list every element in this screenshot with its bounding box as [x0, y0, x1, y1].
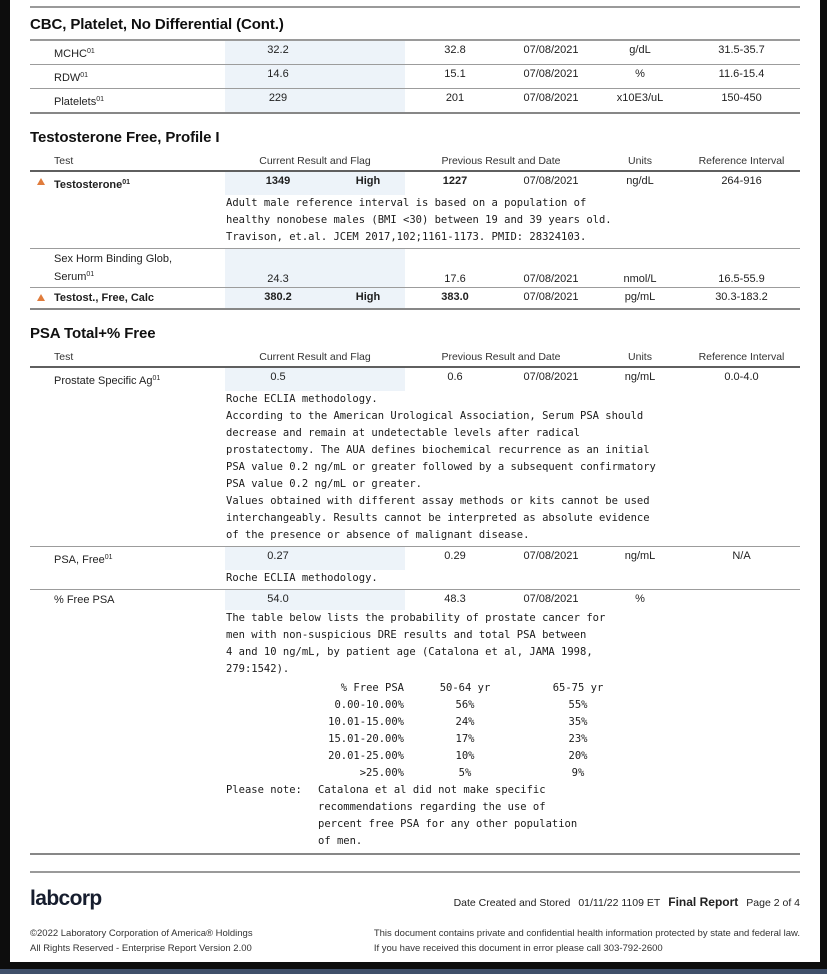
final-report-badge: Final Report	[668, 895, 739, 909]
test-name: MCHC	[54, 48, 87, 60]
section-title-testosterone: Testosterone Free, Profile I	[30, 129, 220, 146]
prob-value: 55%	[568, 699, 588, 711]
report-page	[10, 0, 820, 962]
prob-range: 20.01-25.00%	[328, 750, 404, 762]
current-value: 229	[268, 92, 288, 104]
result-date: 07/08/2021	[523, 68, 579, 80]
units-value: ng/mL	[624, 371, 656, 383]
test-name-line1: Sex Horm Binding Glob,	[54, 253, 172, 265]
footer-divider	[30, 871, 800, 873]
result-date: 07/08/2021	[523, 273, 579, 285]
result-notes	[226, 391, 800, 546]
column-header-units: Units	[628, 351, 652, 363]
row-block-free-testosterone	[30, 287, 800, 308]
report-content	[10, 6, 820, 855]
copyright-line: ©2022 Laboratory Corporation of America® Holdings	[30, 928, 253, 939]
previous-value: 15.1	[444, 68, 466, 80]
current-result-cell	[225, 368, 405, 391]
please-note-label: Please note:	[226, 784, 302, 796]
section-title-cbc: CBC, Platelet, No Differential (Cont.)	[30, 16, 284, 33]
result-date: 07/08/2021	[523, 291, 579, 303]
probability-table-row	[226, 697, 800, 714]
result-note-line: decrease and remain at undetectable levels after radical	[226, 427, 581, 439]
current-value: 0.5	[270, 371, 286, 383]
current-value: 0.27	[267, 550, 289, 562]
column-header-reference: Reference Interval	[698, 155, 785, 167]
probability-table-row	[226, 731, 800, 748]
prob-value: 10%	[455, 750, 475, 762]
result-date: 07/08/2021	[523, 44, 579, 56]
section-cbc	[30, 16, 800, 114]
test-name: PSA, Free	[54, 554, 105, 566]
current-result-cell	[225, 249, 405, 287]
row-block-shbg	[30, 248, 800, 287]
row-block-psa-free	[30, 546, 800, 589]
report-footer	[30, 871, 800, 956]
result-note-line: According to the American Urological Association, Serum PSA should	[226, 410, 644, 422]
result-note-line: PSA value 0.2 ng/mL or greater followed by a subsequent confirmatory	[226, 461, 656, 473]
units-value: ng/dL	[626, 175, 654, 187]
current-value: 32.2	[267, 44, 289, 56]
probability-table-row	[226, 748, 800, 765]
row-block-testosterone	[30, 172, 800, 248]
units-value: pg/mL	[624, 291, 656, 303]
current-result-cell	[225, 65, 405, 88]
result-notes	[226, 195, 800, 248]
test-name: RDW	[54, 72, 81, 84]
reference-interval: 16.5-55.9	[718, 273, 765, 285]
units-value: %	[635, 593, 645, 605]
column-header-test: Test	[54, 351, 74, 363]
high-flag-triangle-icon	[37, 178, 45, 185]
result-note-line: 4 and 10 ng/mL, by patient age (Catalona et al, JAMA 1998,	[226, 646, 593, 658]
current-result-cell	[225, 590, 405, 610]
result-note-line: The table below lists the probability of prostate cancer for	[226, 612, 606, 624]
previous-value: 1227	[442, 175, 468, 187]
date-created-label: Date Created and Stored	[453, 897, 571, 909]
prob-range: 10.01-15.00%	[328, 716, 404, 728]
prob-range: >25.00%	[359, 767, 404, 779]
prob-value: 56%	[455, 699, 475, 711]
result-note-line: 279:1542).	[226, 663, 290, 675]
please-note-line: recommendations regarding the use of	[318, 801, 546, 813]
reference-interval	[683, 590, 800, 610]
result-date: 07/08/2021	[523, 550, 579, 562]
previous-value: 0.6	[447, 371, 463, 383]
probability-table-header	[226, 680, 800, 697]
result-date: 07/08/2021	[523, 371, 579, 383]
prob-value: 20%	[568, 750, 588, 762]
table-header-row	[30, 152, 800, 172]
reference-interval: 264-916	[721, 175, 762, 187]
result-date: 07/08/2021	[523, 92, 579, 104]
result-note-line: men with non-suspicious DRE results and total PSA between	[226, 629, 587, 641]
table-row-shbg	[30, 249, 800, 287]
test-name: Testosterone	[54, 179, 123, 191]
result-date: 07/08/2021	[523, 593, 579, 605]
previous-value: 17.6	[444, 273, 466, 285]
units-value: nmol/L	[623, 273, 657, 285]
table-row-platelets	[30, 89, 800, 114]
previous-value: 383.0	[441, 291, 469, 303]
column-header-units: Units	[628, 155, 652, 167]
result-flag: High	[355, 291, 381, 303]
prob-value: 5%	[458, 767, 472, 779]
table-row-rdw	[30, 65, 800, 89]
table-row-psa-free	[30, 547, 800, 570]
row-block-pct-free-psa	[30, 589, 800, 853]
please-note-line: of men.	[318, 835, 363, 847]
high-flag-triangle-icon	[37, 294, 45, 301]
cbc-table	[30, 39, 800, 114]
result-note-line: prostatectomy. The AUA defines biochemical recurrence as an initial	[226, 444, 650, 456]
units-value: ng/mL	[624, 550, 656, 562]
test-name: Prostate Specific Ag	[54, 375, 153, 387]
prob-value: 17%	[455, 733, 475, 745]
test-name-line2: Serum	[54, 271, 87, 283]
result-date: 07/08/2021	[523, 175, 579, 187]
test-footnote: 01	[87, 48, 95, 55]
current-result-cell	[225, 288, 405, 308]
result-notes	[226, 610, 800, 680]
please-note-line: percent free PSA for any other population	[318, 818, 578, 830]
please-note	[226, 782, 800, 853]
date-created-value: 01/11/22 1109 ET	[578, 897, 661, 909]
current-value: 24.3	[267, 273, 289, 285]
test-footnote: 01	[122, 179, 131, 186]
current-result-cell	[225, 89, 405, 112]
prob-range: 15.01-20.00%	[328, 733, 404, 745]
result-note-line: Roche ECLIA methodology.	[226, 572, 378, 584]
prob-value: 35%	[568, 716, 588, 728]
prob-value: 23%	[568, 733, 588, 745]
column-header-reference: Reference Interval	[698, 351, 785, 363]
result-note-line: Travison, et.al. JCEM 2017,102;1161-1173. PMID: 28324103.	[226, 231, 587, 243]
psa-table	[30, 348, 800, 855]
bottom-edge-strip	[0, 969, 827, 974]
test-name: Testost., Free, Calc	[54, 292, 155, 304]
prob-value: 9%	[571, 767, 585, 779]
reference-interval: 0.0-4.0	[724, 371, 759, 383]
test-footnote: 01	[80, 72, 89, 79]
table-row-free-testosterone	[30, 288, 800, 308]
column-header-current: Current Result and Flag	[259, 155, 371, 167]
reference-interval: 11.6-15.4	[718, 68, 765, 80]
row-block-psa-total	[30, 368, 800, 546]
table-row-mchc	[30, 41, 800, 65]
reference-interval: 31.5-35.7	[718, 44, 765, 56]
page-number: Page 2 of 4	[746, 897, 800, 909]
previous-value: 32.8	[444, 44, 466, 56]
column-header-previous: Previous Result and Date	[441, 351, 561, 363]
current-value: 1349	[265, 175, 291, 187]
current-result-cell	[225, 172, 405, 195]
probability-table	[226, 680, 800, 782]
section-testosterone	[30, 129, 800, 310]
table-row-pct-free-psa	[30, 590, 800, 610]
labcorp-logo: labcorp	[30, 887, 102, 910]
prob-value: 24%	[455, 716, 475, 728]
error-contact-line: If you have received this document in error please call 303-792-2600	[373, 943, 663, 954]
units-value: g/dL	[629, 44, 651, 56]
test-footnote: 01	[86, 271, 95, 278]
reference-interval: 30.3-183.2	[715, 291, 768, 303]
current-result-cell	[225, 41, 405, 64]
result-note-line: healthy nonobese males (BMI <30) between 19 and 39 years old.	[226, 214, 612, 226]
section-psa	[30, 325, 800, 855]
result-note-line: interchangeably. Results cannot be interpreted as absolute evidence	[226, 512, 650, 524]
section-title-psa: PSA Total+% Free	[30, 325, 156, 342]
test-name: Platelets	[54, 96, 97, 108]
current-value: 380.2	[264, 291, 292, 303]
result-note-line: PSA value 0.2 ng/mL or greater.	[226, 478, 422, 490]
test-footnote: 01	[152, 375, 161, 382]
current-value: 54.0	[267, 593, 289, 605]
result-note-line: Values obtained with different assay methods or kits cannot be used	[226, 495, 650, 507]
result-note-line: Roche ECLIA methodology.	[226, 393, 378, 405]
column-header-test: Test	[54, 155, 74, 167]
reference-interval: N/A	[732, 550, 751, 562]
rights-line: All Rights Reserved - Enterprise Report Version 2.00	[30, 943, 252, 954]
current-result-cell	[225, 547, 405, 570]
previous-value: 48.3	[444, 593, 466, 605]
current-value: 14.6	[267, 68, 289, 80]
result-flag: High	[355, 175, 381, 187]
table-row-psa-total	[30, 368, 800, 391]
confidential-line: This document contains private and confidential health information protected by state and federal law.	[373, 928, 800, 939]
table-header-row	[30, 348, 800, 368]
testosterone-table	[30, 152, 800, 310]
result-notes	[226, 570, 800, 589]
column-header-previous: Previous Result and Date	[441, 155, 561, 167]
prob-range: 0.00-10.00%	[334, 699, 404, 711]
prob-header-65-75: 65-75 yr	[552, 682, 604, 694]
result-note-line: of the presence or absence of malignant disease.	[226, 529, 530, 541]
reference-interval: 150-450	[721, 92, 762, 104]
units-value: %	[635, 68, 645, 80]
test-footnote: 01	[104, 554, 113, 561]
previous-value: 0.29	[444, 550, 466, 562]
test-footnote: 01	[96, 96, 104, 103]
please-note-line: Catalona et al did not make specific	[318, 784, 546, 796]
table-row-testosterone	[30, 172, 800, 195]
probability-table-row	[226, 765, 800, 782]
units-value: x10E3/uL	[616, 92, 664, 104]
previous-value: 201	[445, 92, 465, 104]
prob-header-50-64: 50-64 yr	[439, 682, 491, 694]
column-header-current: Current Result and Flag	[259, 351, 371, 363]
result-note-line: Adult male reference interval is based on a population of	[226, 197, 587, 209]
prob-header-range: % Free PSA	[340, 682, 404, 694]
probability-table-row	[226, 714, 800, 731]
top-rule	[30, 6, 800, 8]
test-name: % Free PSA	[54, 594, 115, 606]
